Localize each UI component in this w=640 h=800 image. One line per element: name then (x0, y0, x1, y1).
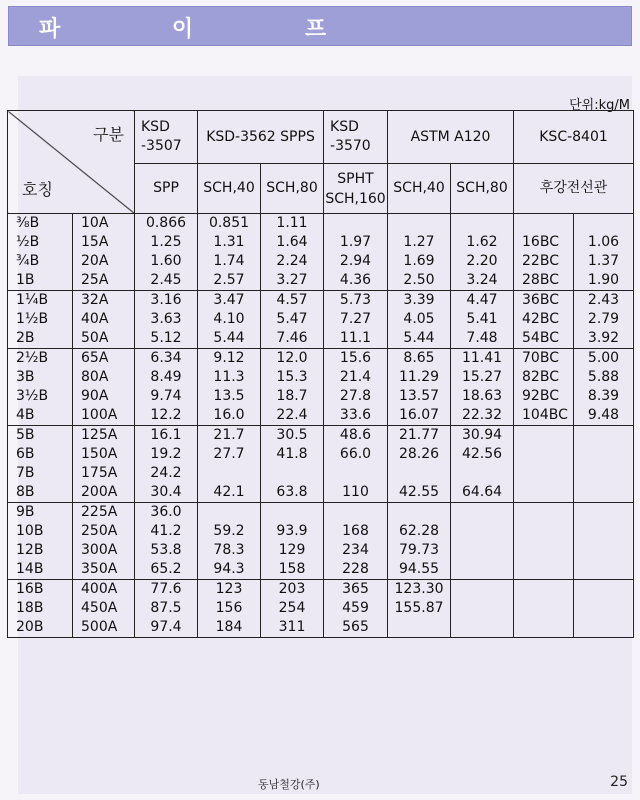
table-cell: 225A (73, 503, 135, 523)
table-cell: 123.30 (388, 580, 451, 600)
subheader-conduit: 후강전선관 (514, 164, 634, 214)
table-cell: 1.74 (198, 252, 261, 271)
table-cell: 1.06 (574, 233, 634, 252)
table-row (8, 618, 634, 638)
table-cell: 1.60 (135, 252, 198, 271)
table-cell (514, 483, 574, 503)
header-ksd3562: KSD-3562 SPPS (198, 111, 324, 164)
table-cell: 1½B (8, 310, 73, 329)
table-cell: 24.2 (135, 464, 198, 483)
table-cell: 65A (73, 349, 135, 369)
table-row (8, 560, 634, 580)
table-cell: 1¼B (8, 291, 73, 311)
table-cell (388, 618, 451, 638)
table-cell: 18.7 (261, 387, 324, 406)
header-category-label: 구분 (93, 125, 124, 144)
table-cell: 234 (324, 541, 388, 560)
table-cell: 228 (324, 560, 388, 580)
table-cell: 2.50 (388, 271, 451, 291)
header-diagonal-cell (8, 111, 135, 214)
table-cell: 300A (73, 541, 135, 560)
table-cell (574, 560, 634, 580)
table-cell: 30.94 (451, 426, 514, 446)
table-cell: 110 (324, 483, 388, 503)
table-body (8, 214, 634, 638)
table-cell: 13.5 (198, 387, 261, 406)
table-cell: 12.0 (261, 349, 324, 369)
table-cell: 4.10 (198, 310, 261, 329)
table-cell (514, 618, 574, 638)
table-cell: 42.56 (451, 445, 514, 464)
table-cell: 4.36 (324, 271, 388, 291)
table-cell: 36.0 (135, 503, 198, 523)
table-cell: 1.97 (324, 233, 388, 252)
table-cell: 2B (8, 329, 73, 349)
table-cell: 3.16 (135, 291, 198, 311)
table-cell: 53.8 (135, 541, 198, 560)
table-row (8, 310, 634, 329)
table-cell (574, 426, 634, 446)
table-cell: 250A (73, 522, 135, 541)
table-cell (261, 503, 324, 523)
table-cell (574, 503, 634, 523)
table-cell (514, 214, 574, 234)
table-cell: 3½B (8, 387, 73, 406)
table-cell: 400A (73, 580, 135, 600)
table-cell: 3.47 (198, 291, 261, 311)
table-cell (574, 445, 634, 464)
table-cell: 5.88 (574, 368, 634, 387)
table-cell: 15.6 (324, 349, 388, 369)
table-cell: 40A (73, 310, 135, 329)
table-cell: 450A (73, 599, 135, 618)
table-cell: 1.27 (388, 233, 451, 252)
table-cell (514, 541, 574, 560)
table-cell: 6B (8, 445, 73, 464)
table-cell (514, 445, 574, 464)
table-cell: 21.4 (324, 368, 388, 387)
table-cell: 129 (261, 541, 324, 560)
table-cell: 90A (73, 387, 135, 406)
table-cell: 12B (8, 541, 73, 560)
table-cell: 19.2 (135, 445, 198, 464)
table-cell: 365 (324, 580, 388, 600)
table-cell: ⅜B (8, 214, 73, 234)
table-cell (574, 618, 634, 638)
table-cell: 8B (8, 483, 73, 503)
table-cell: 5.44 (388, 329, 451, 349)
table-cell: 32A (73, 291, 135, 311)
table-cell (451, 560, 514, 580)
table-cell: 30.4 (135, 483, 198, 503)
table-cell: 27.7 (198, 445, 261, 464)
table-cell (198, 464, 261, 483)
table-row (8, 522, 634, 541)
table-cell: 9.12 (198, 349, 261, 369)
table-row (8, 464, 634, 483)
table-cell: 5.12 (135, 329, 198, 349)
table-cell (514, 464, 574, 483)
table-cell (451, 541, 514, 560)
subheader-spht-sch160: SPHT SCH,160 (324, 164, 388, 214)
table-cell: 6.34 (135, 349, 198, 369)
table-cell (514, 580, 574, 600)
table-row (8, 252, 634, 271)
table-cell: 3.27 (261, 271, 324, 291)
table-cell: 184 (198, 618, 261, 638)
table-cell: 7.46 (261, 329, 324, 349)
subheader-astm-sch40: SCH,40 (388, 164, 451, 214)
table-cell: 1.64 (261, 233, 324, 252)
table-cell (324, 503, 388, 523)
header-ksd3570: KSD -3570 (324, 111, 388, 164)
table-cell: 156 (198, 599, 261, 618)
table-cell: 20B (8, 618, 73, 638)
table-cell: 22BC (514, 252, 574, 271)
table-cell: 11.1 (324, 329, 388, 349)
table-cell: 2.24 (261, 252, 324, 271)
table-cell: 16B (8, 580, 73, 600)
table-row (8, 329, 634, 349)
table-cell: 10A (73, 214, 135, 234)
table-row (8, 349, 634, 369)
table-cell (388, 214, 451, 234)
table-cell: 78.3 (198, 541, 261, 560)
table-cell: 8.65 (388, 349, 451, 369)
table-cell (451, 503, 514, 523)
table-cell (451, 464, 514, 483)
table-cell: 11.29 (388, 368, 451, 387)
table-cell: 10B (8, 522, 73, 541)
table-cell (574, 599, 634, 618)
table-cell: 92BC (514, 387, 574, 406)
table-cell: 2½B (8, 349, 73, 369)
table-cell (388, 464, 451, 483)
table-cell: 350A (73, 560, 135, 580)
table-cell: 3.63 (135, 310, 198, 329)
table-row (8, 541, 634, 560)
table-cell: 70BC (514, 349, 574, 369)
table-cell: 50A (73, 329, 135, 349)
table-cell: 2.43 (574, 291, 634, 311)
table-cell (451, 214, 514, 234)
table-cell: 5.73 (324, 291, 388, 311)
table-cell: 7B (8, 464, 73, 483)
header-ksd3507: KSD -3507 (135, 111, 198, 164)
table-cell: 33.6 (324, 406, 388, 426)
header-size-label: 호칭 (22, 180, 53, 199)
table-cell: 14B (8, 560, 73, 580)
table-cell (574, 522, 634, 541)
table-cell: 15.27 (451, 368, 514, 387)
table-cell: 0.866 (135, 214, 198, 234)
table-cell: 21.7 (198, 426, 261, 446)
table-cell: 1.90 (574, 271, 634, 291)
table-cell: 80A (73, 368, 135, 387)
table-cell: 125A (73, 426, 135, 446)
table-row (8, 599, 634, 618)
table-row (8, 483, 634, 503)
table-cell: 15.3 (261, 368, 324, 387)
table-cell: 200A (73, 483, 135, 503)
table-cell: ½B (8, 233, 73, 252)
table-cell (324, 464, 388, 483)
table-cell: ¾B (8, 252, 73, 271)
table-cell: 82BC (514, 368, 574, 387)
table-cell: 94.3 (198, 560, 261, 580)
table-row (8, 580, 634, 600)
table-cell: 12.2 (135, 406, 198, 426)
table-cell (574, 541, 634, 560)
table-cell: 4.57 (261, 291, 324, 311)
subheader-sch80: SCH,80 (261, 164, 324, 214)
table-cell: 22.4 (261, 406, 324, 426)
table-cell (324, 214, 388, 234)
table-cell: 3.92 (574, 329, 634, 349)
table-cell (514, 503, 574, 523)
table-cell: 1.37 (574, 252, 634, 271)
table-cell: 48.6 (324, 426, 388, 446)
table-cell: 28.26 (388, 445, 451, 464)
table-cell: 97.4 (135, 618, 198, 638)
table-cell: 203 (261, 580, 324, 600)
table-cell: 1B (8, 271, 73, 291)
table-cell: 63.8 (261, 483, 324, 503)
table-cell: 25A (73, 271, 135, 291)
table-cell: 77.6 (135, 580, 198, 600)
table-cell: 2.57 (198, 271, 261, 291)
table-cell: 1.62 (451, 233, 514, 252)
table-cell: 36BC (514, 291, 574, 311)
table-cell: 3.24 (451, 271, 514, 291)
subheader-astm-sch80: SCH,80 (451, 164, 514, 214)
table-cell: 20A (73, 252, 135, 271)
table-cell: 175A (73, 464, 135, 483)
table-cell: 18B (8, 599, 73, 618)
table-cell: 7.27 (324, 310, 388, 329)
table-cell: 28BC (514, 271, 574, 291)
table-cell (261, 464, 324, 483)
table-cell: 500A (73, 618, 135, 638)
table-cell: 5.44 (198, 329, 261, 349)
table-cell: 64.64 (451, 483, 514, 503)
table-cell: 123 (198, 580, 261, 600)
table-cell: 4B (8, 406, 73, 426)
table-cell: 158 (261, 560, 324, 580)
table-cell: 254 (261, 599, 324, 618)
table-cell: 1.25 (135, 233, 198, 252)
table-cell: 42.55 (388, 483, 451, 503)
table-cell: 79.73 (388, 541, 451, 560)
subheader-sch40: SCH,40 (198, 164, 261, 214)
unit-label: 단위:kg/M (569, 98, 630, 113)
table-cell: 16BC (514, 233, 574, 252)
table-cell: 42BC (514, 310, 574, 329)
table-cell: 5.47 (261, 310, 324, 329)
table-cell: 30.5 (261, 426, 324, 446)
table-cell: 8.49 (135, 368, 198, 387)
table-row (8, 233, 634, 252)
table-cell: 1.11 (261, 214, 324, 234)
table-cell: 311 (261, 618, 324, 638)
table-cell (514, 599, 574, 618)
table-cell: 168 (324, 522, 388, 541)
table-cell: 104BC (514, 406, 574, 426)
table-row (8, 503, 634, 523)
table-cell: 13.57 (388, 387, 451, 406)
table-cell (574, 580, 634, 600)
footer-brand: 동남철강(주) (258, 778, 320, 791)
table-cell: 9.74 (135, 387, 198, 406)
table-cell: 3B (8, 368, 73, 387)
table-cell: 4.05 (388, 310, 451, 329)
table-cell: 93.9 (261, 522, 324, 541)
subheader-spp: SPP (135, 164, 198, 214)
table-cell (574, 464, 634, 483)
table-cell: 16.07 (388, 406, 451, 426)
table-cell: 2.20 (451, 252, 514, 271)
table-cell: 62.28 (388, 522, 451, 541)
table-cell: 2.94 (324, 252, 388, 271)
table-row (8, 214, 634, 234)
table-cell: 21.77 (388, 426, 451, 446)
table-cell: 66.0 (324, 445, 388, 464)
header-ksc: KSC-8401 (514, 111, 634, 164)
table-cell (574, 214, 634, 234)
table-cell: 11.41 (451, 349, 514, 369)
table-cell: 94.55 (388, 560, 451, 580)
table-cell: 100A (73, 406, 135, 426)
table-cell: 16.1 (135, 426, 198, 446)
table-cell: 9.48 (574, 406, 634, 426)
table-cell (514, 560, 574, 580)
table-cell (388, 503, 451, 523)
table-row (8, 271, 634, 291)
table-cell: 59.2 (198, 522, 261, 541)
table-cell: 7.48 (451, 329, 514, 349)
table-cell: 5.00 (574, 349, 634, 369)
table-row (8, 368, 634, 387)
page-title: 파 이 프 (39, 17, 379, 42)
table-cell: 41.2 (135, 522, 198, 541)
table-cell: 1.69 (388, 252, 451, 271)
table-cell: 27.8 (324, 387, 388, 406)
table-cell: 9B (8, 503, 73, 523)
table-cell: 65.2 (135, 560, 198, 580)
table-cell: 2.79 (574, 310, 634, 329)
table-cell (451, 618, 514, 638)
table-cell (514, 522, 574, 541)
table-cell: 2.45 (135, 271, 198, 291)
table-cell: 22.32 (451, 406, 514, 426)
table-cell: 42.1 (198, 483, 261, 503)
table-cell: 16.0 (198, 406, 261, 426)
table-cell (451, 580, 514, 600)
table-row (8, 445, 634, 464)
table-row (8, 426, 634, 446)
page-number: 25 (610, 774, 628, 790)
table-cell: 0.851 (198, 214, 261, 234)
table-cell: 565 (324, 618, 388, 638)
table-row (8, 291, 634, 311)
table-cell: 459 (324, 599, 388, 618)
table-cell (451, 522, 514, 541)
table-cell: 11.3 (198, 368, 261, 387)
table-cell: 150A (73, 445, 135, 464)
table-cell (451, 599, 514, 618)
table-cell: 18.63 (451, 387, 514, 406)
table-cell: 15A (73, 233, 135, 252)
header-astm: ASTM A120 (388, 111, 514, 164)
table-cell: 3.39 (388, 291, 451, 311)
pipe-weight-table (7, 110, 634, 638)
table-cell: 1.31 (198, 233, 261, 252)
table-cell (514, 426, 574, 446)
table-cell: 155.87 (388, 599, 451, 618)
table-cell: 8.39 (574, 387, 634, 406)
table-cell: 87.5 (135, 599, 198, 618)
table-cell: 41.8 (261, 445, 324, 464)
table-cell: 4.47 (451, 291, 514, 311)
title-bar (8, 6, 632, 46)
table-row (8, 387, 634, 406)
table-cell (574, 483, 634, 503)
table-cell: 5B (8, 426, 73, 446)
table-cell: 5.41 (451, 310, 514, 329)
table-row (8, 406, 634, 426)
table-cell: 54BC (514, 329, 574, 349)
table-cell (198, 503, 261, 523)
